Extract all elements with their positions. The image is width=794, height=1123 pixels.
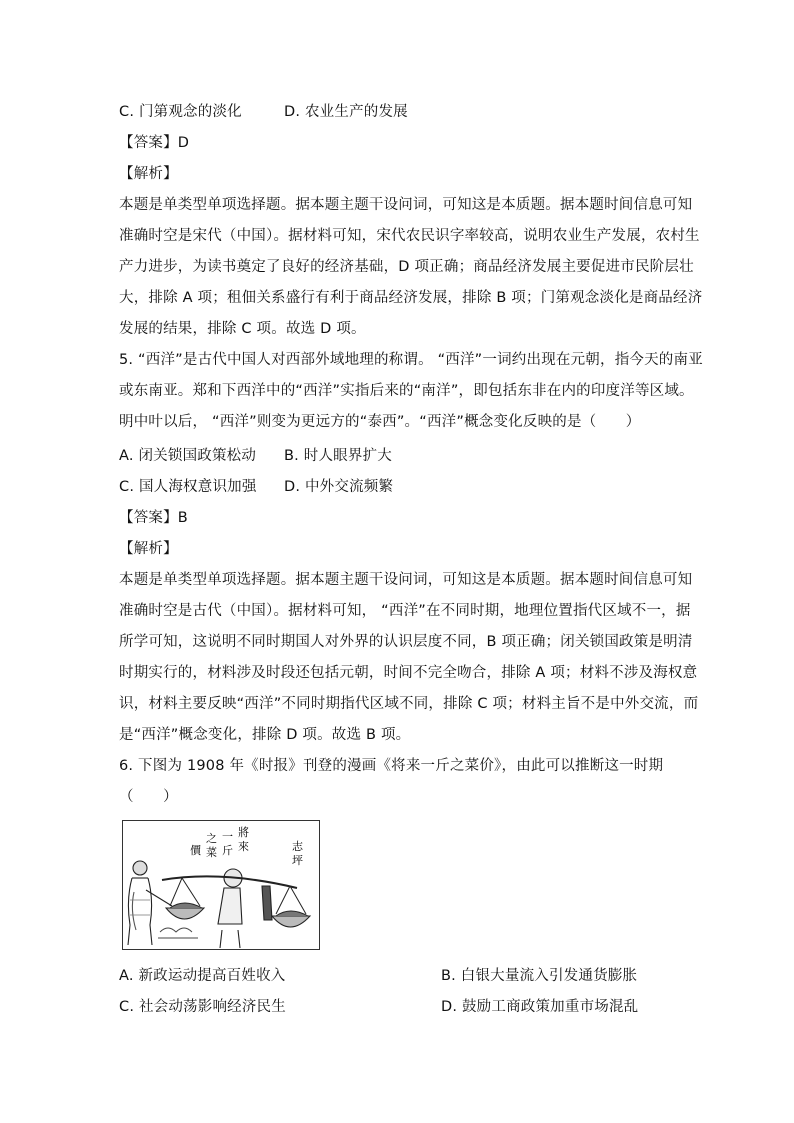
cartoon-illustration [122, 820, 320, 950]
q4-analysis-line: 发展的结果，排除 C 项。故选 D 项。 [119, 321, 366, 337]
q5-options-cd [119, 477, 393, 497]
cartoon-signature-char: 坪 [292, 854, 303, 867]
q5-analysis-label: 【解析】 [119, 541, 178, 557]
cartoon-title-char: 菜 [206, 846, 217, 859]
q4-analysis-line: 大，排除 A 项；租佃关系盛行有利于商品经济发展，排除 B 项；门第观念淡化是商品经济 [119, 290, 703, 306]
cartoon-title-char: 之 [206, 832, 217, 845]
q5-stem-line: 或东南亚。郑和下西洋中的“西洋”实指后来的“南洋”，即包括东非在内的印度洋等区域。 [119, 383, 694, 399]
q5-stem-line: 5. “西洋”是古代中国人对西部外域地理的称谓。 “西洋”一词约出现在元朝，指今天的南亚 [119, 352, 703, 368]
q5-analysis-line: 本题是单类型单项选择题。据本题主题干设问词，可知这是本质题。据本题时间信息可知 [119, 572, 693, 588]
cartoon-title-char: 價 [190, 844, 201, 857]
q5-analysis-line: 准确时空是古代（中国）。据材料可知， “西洋”在不同时期，地理位置指代区域不一，据 [119, 603, 691, 619]
q5-stem-line: 明中叶以后， “西洋”则变为更远方的“泰西”。“西洋”概念变化反映的是（ ） [119, 414, 641, 430]
q4-analysis-label: 【解析】 [119, 166, 178, 182]
cartoon-title-char: 將 [238, 826, 249, 839]
cartoon-title-char: 一 [222, 830, 233, 843]
q4-option-d: D. 农业生产的发展 [284, 104, 408, 120]
q4-options-cd [119, 102, 408, 122]
q5-analysis-line: 识，材料主要反映“西洋”不同时期指代区域不同，排除 C 项；材料主旨不是中外交流，而 [119, 696, 699, 712]
q6-stem: 6. 下图为 1908 年《时报》刊登的漫画《将来一斤之菜价》，由此可以推断这一时期 [119, 758, 664, 774]
q4-option-c: C. 门第观念的淡化 [119, 104, 242, 120]
q6-answer-bracket: （ ） [119, 789, 178, 805]
q6-option-c: C. 社会动荡影响经济民生 [119, 999, 286, 1015]
q6-option-a: A. 新政运动提高百姓收入 [119, 968, 286, 984]
q5-analysis-line: 所学可知，这说明不同时期国人对外界的认识层度不同，B 项正确；闭关锁国政策是明清 [119, 634, 693, 650]
q5-option-d: D. 中外交流频繁 [284, 479, 394, 495]
q5-answer: 【答案】B [119, 510, 188, 526]
cartoon-title-char: 來 [238, 840, 249, 853]
q4-analysis-line: 产力进步，为读书奠定了良好的经济基础，D 项正确；商品经济发展主要促进市民阶层壮 [119, 259, 694, 275]
q6-option-b: B. 白银大量流入引发通货膨胀 [441, 968, 638, 984]
q4-answer: 【答案】D [119, 135, 190, 151]
q5-option-b: B. 时人眼界扩大 [284, 448, 392, 464]
cartoon-title-char: 斤 [222, 844, 233, 857]
q5-options-ab [119, 446, 392, 466]
q5-option-a: A. 闭关锁国政策松动 [119, 448, 257, 464]
q6-options-cd [119, 997, 638, 1017]
q5-option-c: C. 国人海权意识加强 [119, 479, 257, 495]
q4-analysis-line: 本题是单类型单项选择题。据本题主题干设问词，可知这是本质题。据本题时间信息可知 [119, 197, 693, 213]
q6-option-d: D. 鼓励工商政策加重市场混乱 [441, 999, 639, 1015]
q5-analysis-line: 时期实行的，材料涉及时段还包括元朝，时间不完全吻合，排除 A 项；材料不涉及海权意 [119, 665, 698, 681]
cartoon-signature-char: 志 [292, 840, 303, 853]
q6-options-ab [119, 966, 637, 986]
q4-analysis-line: 准确时空是宋代（中国）。据材料可知，宋代农民识字率较高，说明农业生产发展，农村生 [119, 228, 700, 244]
q5-analysis-line: 是“西洋”概念变化，排除 D 项。故选 B 项。 [119, 727, 411, 743]
